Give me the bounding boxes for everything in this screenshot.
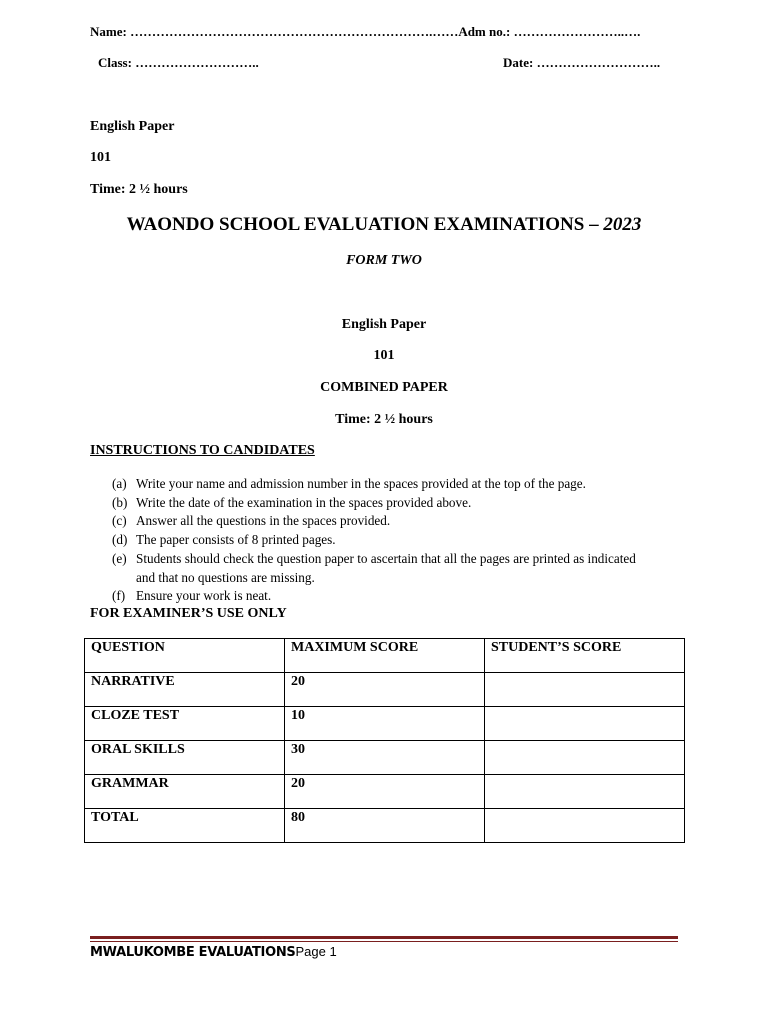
student-score-cell[interactable] [485, 775, 685, 809]
instruction-text: Students should check the question paper to ascertain that all the pages are printed as indicated [136, 551, 636, 566]
table-row [85, 775, 685, 809]
instruction-continuation: and that no questions are missing. [136, 570, 315, 585]
score-table [84, 638, 685, 843]
instruction-item [112, 495, 471, 511]
question-cell: TOTAL [85, 809, 285, 843]
footer-org: MWALUKOMBE EVALUATIONS [90, 945, 296, 960]
table-row [85, 673, 685, 707]
instruction-label: (d) [112, 532, 128, 547]
class-line: Class: ……………………….. [98, 55, 259, 70]
question-cell: GRAMMAR [85, 775, 285, 809]
student-score-cell[interactable] [485, 741, 685, 775]
instruction-item [112, 551, 636, 567]
footer-rule-thin [90, 941, 678, 942]
paper-time: Time: 2 ½ hours [335, 412, 433, 427]
paper-subject: English Paper [341, 317, 427, 332]
instruction-text: The paper consists of 8 printed pages. [136, 532, 336, 547]
instruction-text: Write the date of the examination in the spaces provided above. [136, 495, 472, 510]
question-cell: ORAL SKILLS [85, 741, 285, 775]
column-header: STUDENT’S SCORE [485, 639, 685, 673]
instruction-item [112, 513, 390, 529]
instruction-label: (f) [112, 588, 126, 603]
max-score-cell: 20 [285, 673, 485, 707]
form-label: FORM TWO [346, 253, 422, 268]
instruction-label: (a) [112, 476, 127, 491]
question-cell: NARRATIVE [85, 673, 285, 707]
paper-code: 101 [90, 150, 111, 165]
student-score-cell[interactable] [485, 673, 685, 707]
table-row [85, 809, 685, 843]
max-score-cell: 30 [285, 741, 485, 775]
name-adm-line: Name: …………………………………………………………….……Adm no.: ……………………..…. [90, 24, 641, 39]
footer-page-number: Page 1 [295, 944, 337, 959]
paper-type: COMBINED PAPER [320, 380, 448, 395]
paper-code-center: 101 [373, 348, 395, 363]
max-score-cell: 10 [285, 707, 485, 741]
table-header-row [85, 639, 685, 673]
instruction-label: (c) [112, 513, 127, 528]
instruction-label: (e) [112, 551, 127, 566]
date-line: Date: ……………………….. [503, 55, 661, 70]
exam-year: 2023 [603, 214, 642, 235]
max-score-cell: 80 [285, 809, 485, 843]
exam-title-main: WAONDO SCHOOL EVALUATION EXAMINATIONS – [126, 214, 604, 235]
table-row [85, 741, 685, 775]
instruction-text: Write your name and admission number in the spaces provided at the top of the page. [136, 476, 586, 491]
column-header: QUESTION [85, 639, 285, 673]
student-score-cell[interactable] [485, 707, 685, 741]
table-row [85, 707, 685, 741]
max-score-cell: 20 [285, 775, 485, 809]
time-label: Time: 2 ½ hours [90, 182, 188, 197]
exam-title [0, 214, 768, 236]
instruction-item [112, 588, 271, 604]
question-cell: CLOZE TEST [85, 707, 285, 741]
page-footer [90, 944, 337, 961]
examiner-heading: FOR EXAMINER’S USE ONLY [90, 606, 287, 621]
instruction-text: Ensure your work is neat. [136, 588, 272, 603]
instruction-label: (b) [112, 495, 128, 510]
column-header: MAXIMUM SCORE [285, 639, 485, 673]
instruction-text: Answer all the questions in the spaces provided. [136, 513, 391, 528]
student-score-cell[interactable] [485, 809, 685, 843]
footer-rule [90, 936, 678, 939]
instruction-item [112, 476, 586, 492]
instruction-item [112, 532, 336, 548]
subject-label: English Paper [90, 119, 175, 134]
instructions-heading: INSTRUCTIONS TO CANDIDATES [90, 443, 315, 458]
